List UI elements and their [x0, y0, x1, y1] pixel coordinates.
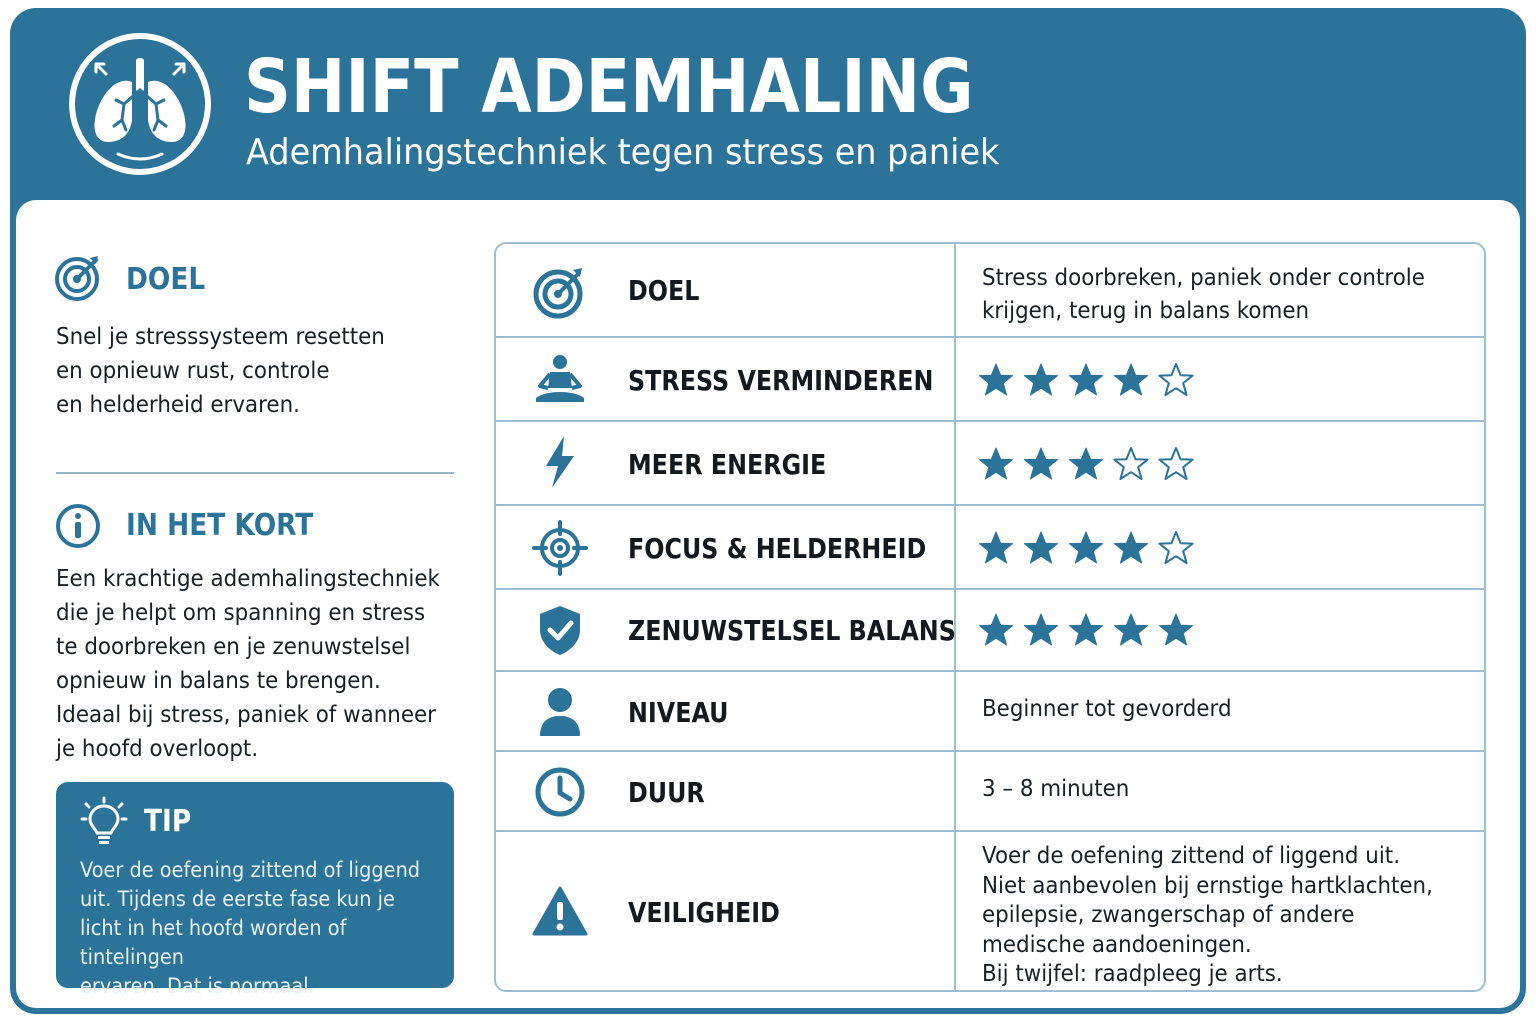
page-subtitle: Ademhalingstechniek tegen stress en paniek: [246, 132, 1000, 173]
rating-stars: [978, 530, 1194, 566]
star-filled-icon: [1158, 612, 1194, 648]
shield-check-icon: [532, 602, 588, 658]
row-label: MEER ENERGIE: [628, 448, 827, 481]
row-label: VEILIGHEID: [628, 896, 780, 929]
person-icon: [532, 684, 588, 740]
crosshair-icon: [532, 520, 588, 576]
tip-title: TIP: [144, 804, 192, 839]
star-filled-icon: [1068, 530, 1104, 566]
rating-stars: [978, 612, 1194, 648]
target-icon: [532, 264, 588, 320]
kort-text: Een krachtige ademhalingstechniek die je helpt om spanning en stress te doorbreken en je zenuwstelsel opnieuw in balans te brengen. Ideaal bij stress, paniek of wanneer je hoofd overloopt.: [56, 566, 440, 762]
table-row: [496, 504, 1484, 588]
row-label: NIVEAU: [628, 696, 729, 729]
table-row: [496, 588, 1484, 670]
star-filled-icon: [978, 530, 1014, 566]
meditation-icon: [532, 352, 588, 408]
tip-box: [56, 782, 454, 998]
rating-stars: [978, 446, 1194, 482]
target-icon: [54, 252, 104, 302]
table-row: [496, 336, 1484, 420]
row-label: STRESS VERMINDEREN: [628, 364, 934, 397]
row-label: ZENUWSTELSEL BALANS: [628, 614, 956, 647]
row-value: Voer de oefening zittend of liggend uit. Niet aanbevolen bij ernstige hartklachten, epilepsie, zwangerschap of andere medische aandoeningen. Bij twijfel: raadpleeg je arts.: [982, 843, 1433, 987]
row-label: DUUR: [628, 776, 705, 809]
star-empty-icon: [1158, 362, 1194, 398]
star-filled-icon: [1023, 362, 1059, 398]
table-row: [496, 750, 1484, 830]
lungs-icon: [66, 30, 214, 178]
lightbulb-icon: [80, 796, 128, 848]
info-table: [494, 242, 1486, 992]
table-row: [496, 830, 1484, 990]
section-divider: [56, 472, 454, 474]
star-filled-icon: [1023, 612, 1059, 648]
rating-stars: [978, 362, 1194, 398]
row-label: FOCUS & HELDERHEID: [628, 532, 927, 565]
star-filled-icon: [1068, 362, 1104, 398]
star-filled-icon: [1023, 446, 1059, 482]
table-row: [496, 670, 1484, 750]
star-filled-icon: [1068, 446, 1104, 482]
doel-title: DOEL: [126, 262, 206, 297]
star-filled-icon: [1113, 362, 1149, 398]
star-filled-icon: [1068, 612, 1104, 648]
kort-title: IN HET KORT: [126, 508, 314, 543]
table-row: [496, 244, 1484, 336]
star-filled-icon: [1113, 612, 1149, 648]
content-panel: [16, 200, 1520, 1008]
infographic-card: [10, 8, 1526, 1014]
star-filled-icon: [1113, 530, 1149, 566]
clock-icon: [532, 764, 588, 820]
star-empty-icon: [1158, 530, 1194, 566]
page-title: SHIFT ADEMHALING: [244, 44, 974, 130]
header: [10, 8, 1526, 200]
row-value: 3 – 8 minuten: [982, 776, 1130, 802]
star-empty-icon: [1113, 446, 1149, 482]
info-icon: [54, 500, 104, 550]
lightning-icon: [532, 434, 588, 490]
doel-text: Snel je stresssysteem resetten en opnieuw rust, controle en helderheid ervaren.: [56, 324, 385, 418]
tip-text: Voer de oefening zittend of liggend uit. Tijdens de eerste fase kun je licht in het hoofd worden of tintelingen ervaren. Dat is normaal.: [80, 858, 421, 998]
star-empty-icon: [1158, 446, 1194, 482]
row-value: Stress doorbreken, paniek onder controle krijgen, terug in balans komen: [982, 265, 1425, 324]
warning-icon: [532, 884, 588, 940]
star-filled-icon: [1023, 530, 1059, 566]
star-filled-icon: [978, 362, 1014, 398]
star-filled-icon: [978, 612, 1014, 648]
row-value: Beginner tot gevorderd: [982, 696, 1232, 722]
row-label: DOEL: [628, 274, 700, 307]
table-row: [496, 420, 1484, 504]
star-filled-icon: [978, 446, 1014, 482]
